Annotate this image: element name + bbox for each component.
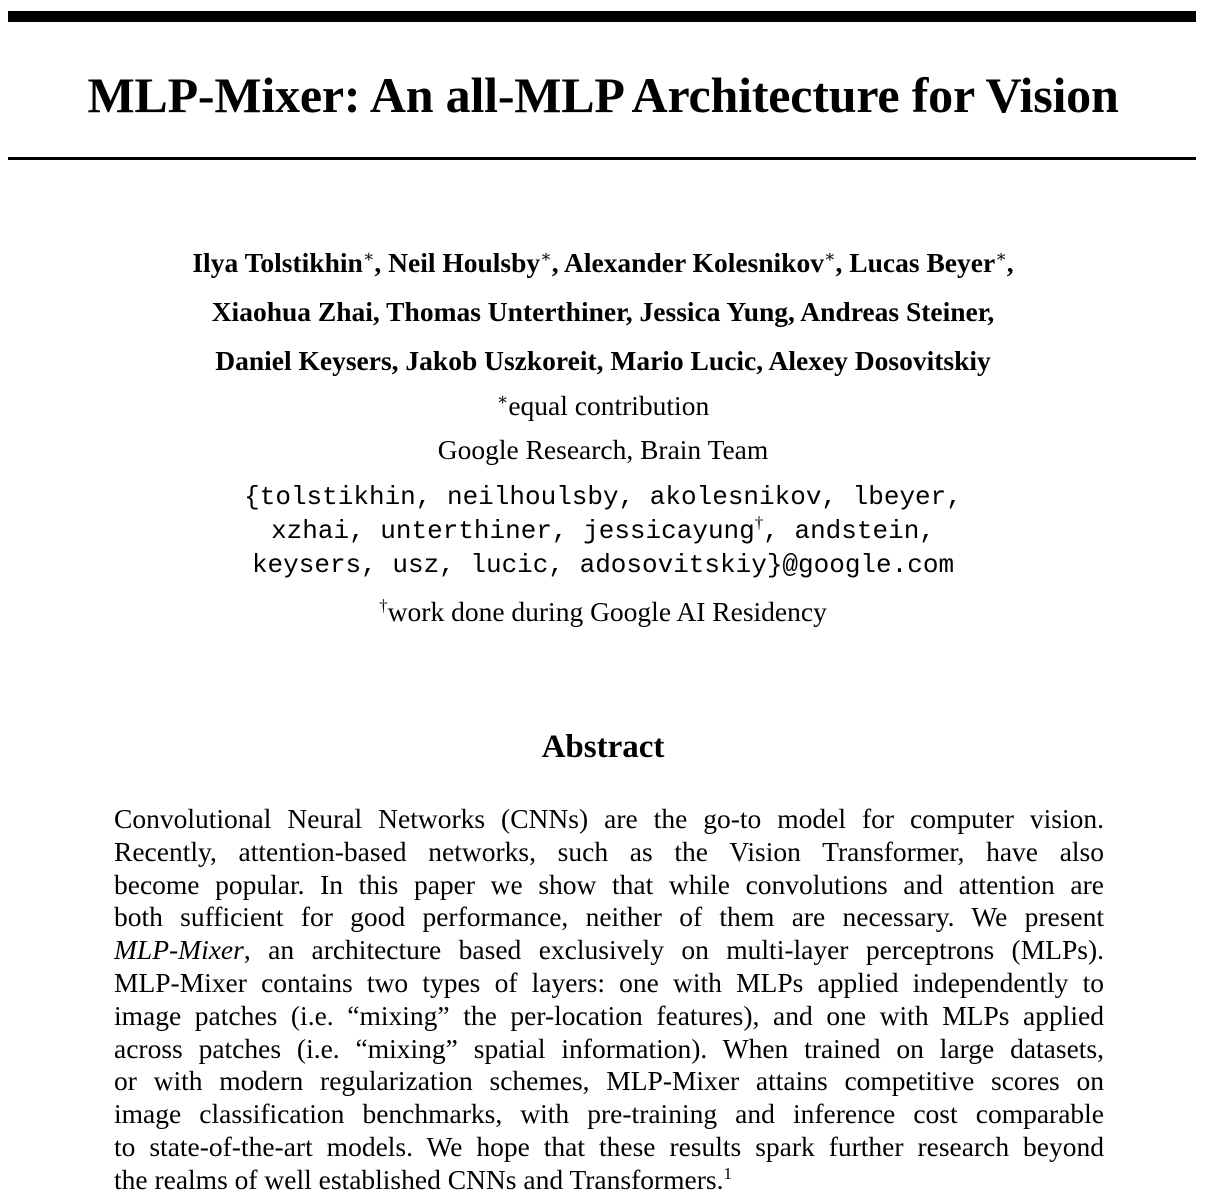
abstract-line [114, 934, 1104, 967]
footnote-mark: 1 [723, 1163, 732, 1183]
abstract-line-text: , an architecture based exclusively on multi-layer perceptrons (MLPs). [243, 934, 1104, 966]
abstract-line: image patches (i.e. “mixing” the per-location features), and one with MLPs applied [114, 999, 1104, 1031]
email-text: , andstein, [763, 516, 935, 546]
abstract-emphasis: MLP-Mixer [114, 934, 244, 966]
equal-contribution-mark: ∗ [362, 247, 375, 266]
email-line-2 [0, 514, 1206, 548]
abstract-line: MLP-Mixer contains two types of layers: one with MLPs applied independently to [114, 966, 1104, 998]
abstract-line: to state-of-the-art models. We hope that these results spark further research beyond [114, 1130, 1104, 1162]
residency-mark: † [754, 513, 764, 532]
residency-mark: † [379, 596, 388, 615]
equal-contribution-mark: ∗ [496, 390, 509, 409]
author-list [0, 238, 1206, 385]
top-rule [8, 11, 1196, 22]
author-name: Lucas Beyer [849, 247, 996, 278]
abstract-heading: Abstract [541, 729, 665, 765]
affiliation: Google Research, Brain Team [437, 434, 769, 465]
residency-text: work done during Google AI Residency [387, 596, 827, 627]
author-line-1 [0, 238, 1206, 287]
author-line-2: Xiaohua Zhai, Thomas Unterthiner, Jessica Yung, Andreas Steiner, [211, 296, 995, 327]
email-block [0, 480, 1206, 582]
author-separator: , [551, 247, 564, 278]
email-line-3: keysers, usz, lucic, adosovitskiy}@google.com [251, 550, 955, 580]
equal-contribution-text: equal contribution [508, 390, 710, 421]
residency-note [0, 594, 1206, 630]
author-line-3: Daniel Keysers, Jakob Uszkoreit, Mario Lucic, Alexey Dosovitskiy [215, 345, 991, 376]
equal-contribution-mark: ∗ [823, 247, 836, 266]
author-name: Ilya Tolstikhin [192, 247, 363, 278]
title-underline-rule [8, 157, 1196, 160]
abstract-line: Recently, attention-based networks, such as the Vision Transformer, have also [114, 835, 1104, 867]
author-name: Neil Houlsby [388, 247, 541, 278]
author-separator: , [374, 247, 389, 278]
abstract-line [114, 1164, 1104, 1197]
author-separator: , [835, 247, 850, 278]
equal-contribution-note [0, 388, 1206, 424]
email-line-1: {tolstikhin, neilhoulsby, akolesnikov, lbeyer, [244, 482, 962, 512]
abstract-line: image classification benchmarks, with pre-training and inference cost comparable [114, 1098, 1104, 1130]
equal-contribution-mark: ∗ [995, 247, 1007, 266]
paper-title: MLP-Mixer: An all-MLP Architecture for Vision [87, 67, 1119, 123]
abstract-line: across patches (i.e. “mixing” spatial information). When trained on large datasets, [114, 1032, 1104, 1064]
author-name: Alexander Kolesnikov [563, 247, 824, 278]
abstract-line: become popular. In this paper we show that while convolutions and attention are [114, 868, 1104, 900]
abstract-line: or with modern regularization schemes, MLP-Mixer attains competitive scores on [114, 1065, 1104, 1097]
abstract-body [114, 803, 1104, 1197]
abstract-line: Convolutional Neural Networks (CNNs) are the go-to model for computer vision. [114, 803, 1104, 834]
author-separator: , [1006, 247, 1014, 278]
equal-contribution-mark: ∗ [540, 247, 552, 266]
abstract-line: both sufficient for good performance, neither of them are necessary. We present [114, 901, 1104, 933]
abstract-line-text: the realms of well established CNNs and Transformers. [114, 1163, 724, 1195]
email-text: xzhai, unterthiner, jessicayung [271, 516, 755, 546]
